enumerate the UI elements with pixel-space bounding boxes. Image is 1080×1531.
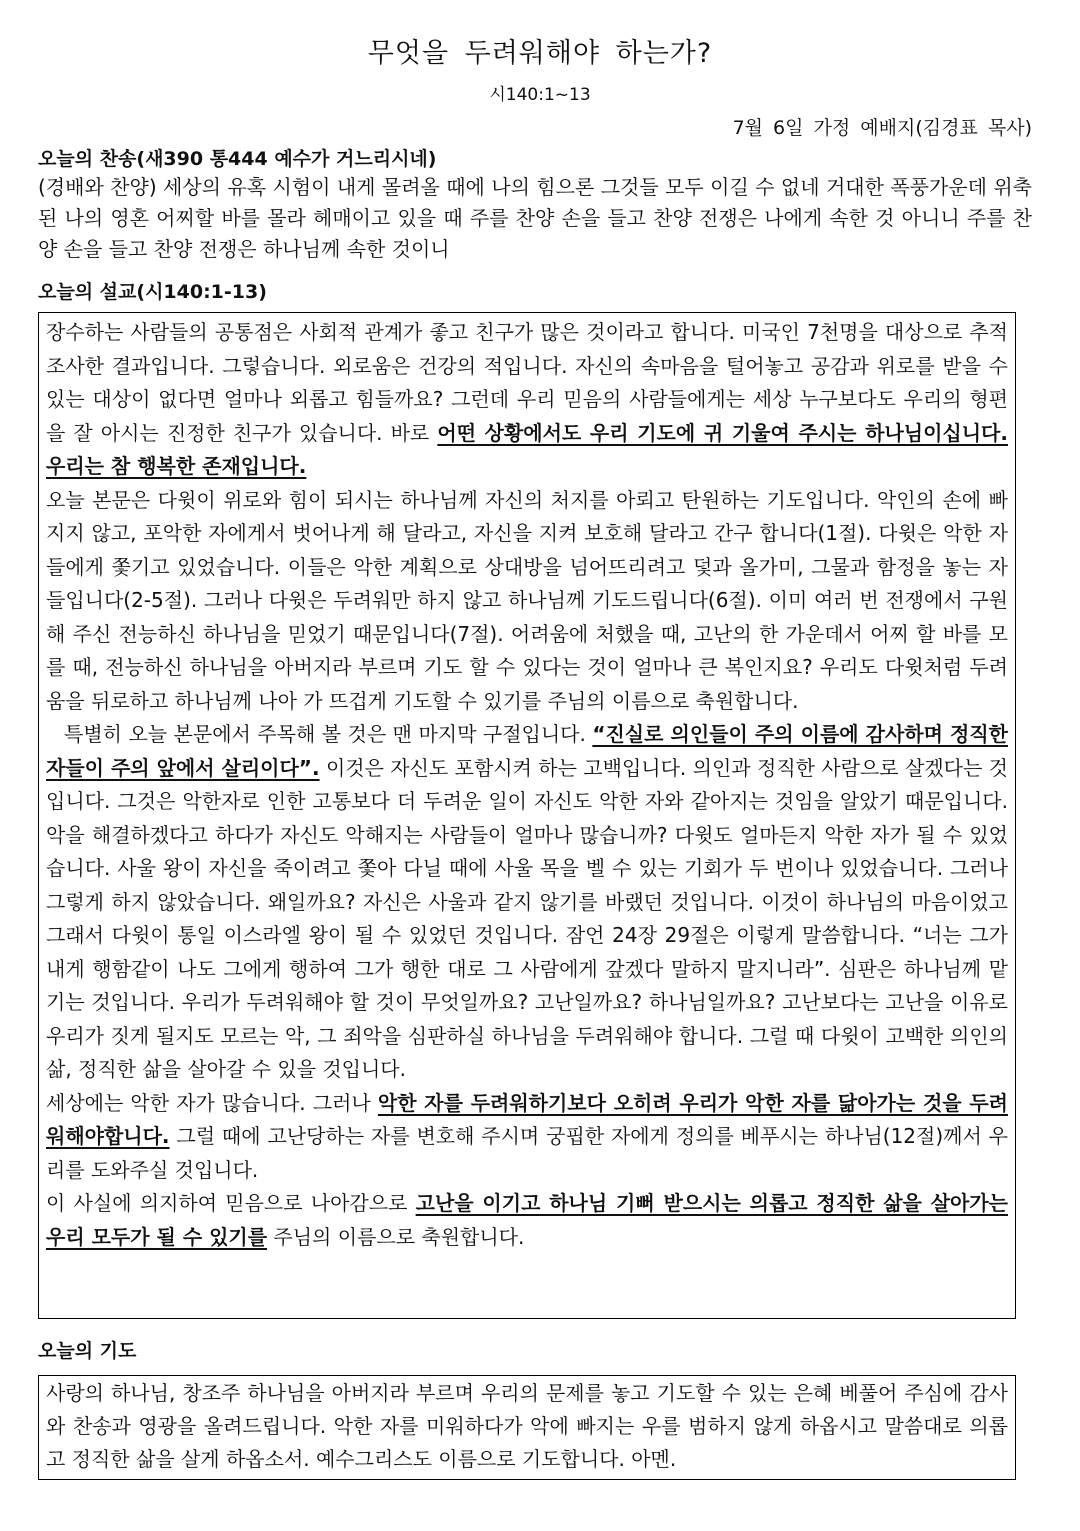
- sermon-p5-emphasis: 고난을 이기고 하나님 기뻐 받으시는 의롭고 정직한 삶을 살아가는 우리 모두가 될 수 있기를: [46, 1191, 1008, 1249]
- hymn-heading: 오늘의 찬송(새390 통444 예수가 거느리시네): [38, 148, 437, 170]
- prayer-heading: 오늘의 기도: [38, 1340, 137, 1362]
- sermon-p3-lead: 특별히 오늘 본문에서 주목해 볼 것은 맨 마지막 구절입니다.: [64, 722, 593, 746]
- sermon-box: [38, 312, 1016, 1319]
- sermon-paragraph-5: [46, 1187, 1008, 1254]
- prayer-box: [38, 1375, 1016, 1480]
- sermon-paragraph-2: [46, 484, 1008, 719]
- page-title: 무엇을 두려워해야 하는가?: [367, 38, 713, 69]
- sermon-paragraph-4: [46, 1087, 1008, 1188]
- sermon-p2-text: 오늘 본문은 다윗이 위로와 힘이 되시는 하나님께 자신의 처지를 아뢰고 탄원하는 기도입니다. 악인의 손에 빠지지 않고, 포악한 자에게서 벗어나게 해 달라고, 자신을 지켜 보호해 달라고 간구 합니다(1절). 다윗은 악한 자들에게 쫓기고 있었습니다. 이들은 악한 계획으로 상대방을 넘어뜨리려고 덫과 올가미, 그물과 함정을 놓는 자들입니다(2-5절). 그러나 다윗은 두려워만 하지 않고 하나님께 기도드립니다(6절). 이미 여러 번 전쟁에서 구원해 주신 전능하신 하나님을 믿었기 때문입니다(7절). 어려움에 처했을 때, 고난의 한 가운데서 어찌 할 바를 모를 때, 전능하신 하나님을 아버지라 부르며 기도 할 수 있다는 것이 얼마나 큰 복인지요? 우리도 다윗처럼 두려움을 뒤로하고 하나님께 나아 가 뜨겁게 기도할 수 있기를 주님의 이름으로 축원합니다.: [46, 487, 1008, 713]
- sermon-p1-text: 장수하는 사람들의 공통점은 사회적 관계가 좋고 친구가 많은 것이라고 합니다. 미국인 7천명을 대상으로 추적 조사한 결과입니다. 그렇습니다. 외로움은 건강의 적입니다. 자신의 속마음을 털어놓고 공감과 위로를 받을 수 있는 대상이 없다면 얼마나 외롭고 힘들까요? 그런데 우리 믿음의 사람들에게는 세상 누구보다도 우리의 형편을 잘 아시는 진정한 친구가 있습니다. 바로: [46, 320, 1008, 445]
- sermon-p4-rest: 그럴 때에 고난당하는 자를 변호해 주시며 궁핍한 자에게 정의를 베푸시는 하나님(12절)께서 우리를 도와주실 것입니다.: [46, 1124, 1008, 1182]
- sermon-heading: 오늘의 설교(시140:1-13): [38, 281, 267, 303]
- sermon-p1-emphasis: 어떤 상황에서도 우리 기도에 귀 기울여 주시는 하나님이십니다. 우리는 참 행복한 존재입니다.: [46, 420, 1008, 478]
- hymn-lyrics: (경배와 찬양) 세상의 유혹 시험이 내게 몰려올 때에 나의 힘으론 그것들 모두 이길 수 없네 거대한 폭풍가운데 위축된 나의 영혼 어찌할 바를 몰라 헤매이고 있을 때 주를 찬양 손을 들고 찬양 전쟁은 나에게 속한 것 아니니 주를 찬양 손을 들고 찬양 전쟁은 하나님께 속한 것이니: [38, 175, 1032, 261]
- sermon-p3-rest: 이것은 자신도 포함시켜 하는 고백입니다. 의인과 정직한 사람으로 살겠다는 것입니다. 그것은 악한자로 인한 고통보다 더 두려운 일이 자신도 악한 자와 같아지는 것임을 알았기 때문입니다. 악을 해결하겠다고 하다가 자신도 악해지는 사람들이 얼마나 많습니까? 다윗도 얼마든지 악한 자가 될 수 있었습니다. 사울 왕이 자신을 죽이려고 쫓아 다닐 때에 사울 목을 벨 수 있는 기회가 두 번이나 있었습니다. 그러나 그렇게 하지 않았습니다. 왜일까요? 자신은 사울과 같지 않기를 바랬던 것입니다. 이것이 하나님의 마음이었고 그래서 다윗이 통일 이스라엘 왕이 될 수 있었던 것입니다. 잠언 24장 29절은 이렇게 말씀합니다. “너는 그가 내게 행함같이 나도 그에게 행하여 그가 행한 대로 그 사람에게 갚겠다 말하지 말지니라”. 심판은 하나님께 맡기는 것입니다. 우리가 두려워해야 할 것이 무엇일까요? 고난일까요? 하나님일까요? 고난보다는 고난을 이유로 우리가 짓게 될지도 모르는 악, 그 죄악을 심판하실 하나님을 두려워해야 합니다. 그럴 때 다윗이 고백한 의인의 삶, 정직한 삶을 살아갈 수 있을 것입니다.: [46, 755, 1008, 1081]
- sermon-p4-lead: 세상에는 악한 자가 많습니다. 그러나: [46, 1090, 378, 1115]
- date-author-line: 7월 6일 가정 예배지(김경표 목사): [732, 117, 1032, 139]
- sermon-p5-rest: 주님의 이름으로 축원합니다.: [267, 1224, 525, 1249]
- sermon-paragraph-1: [46, 316, 1008, 484]
- prayer-text: 사랑의 하나님, 창조주 하나님을 아버지라 부르며 우리의 문제를 놓고 기도할 수 있는 은혜 베풀어 주심에 감사와 찬송과 영광을 올려드립니다. 악한 자를 미워하다가 악에 빠지는 우를 범하지 않게 하옵시고 말씀대로 의롭고 정직한 삶을 살게 하옵소서. 예수그리스도 이름으로 기도합니다. 아멘.: [46, 1381, 1008, 1471]
- scripture-reference: 시140:1~13: [489, 85, 591, 105]
- sermon-p3-emphasis: “진실로 의인들이 주의 이름에 감사하며 정직한 자들이 주의 앞에서 살리이다”.: [46, 722, 1008, 780]
- sermon-p4-emphasis: 악한 자를 두려워하기보다 오히려 우리가 악한 자를 닮아가는 것을 두려워해야합니다.: [46, 1090, 1008, 1148]
- sermon-p5-lead: 이 사실에 의지하여 믿음으로 나아감으로: [46, 1191, 416, 1215]
- sermon-paragraph-3: [46, 718, 1008, 1087]
